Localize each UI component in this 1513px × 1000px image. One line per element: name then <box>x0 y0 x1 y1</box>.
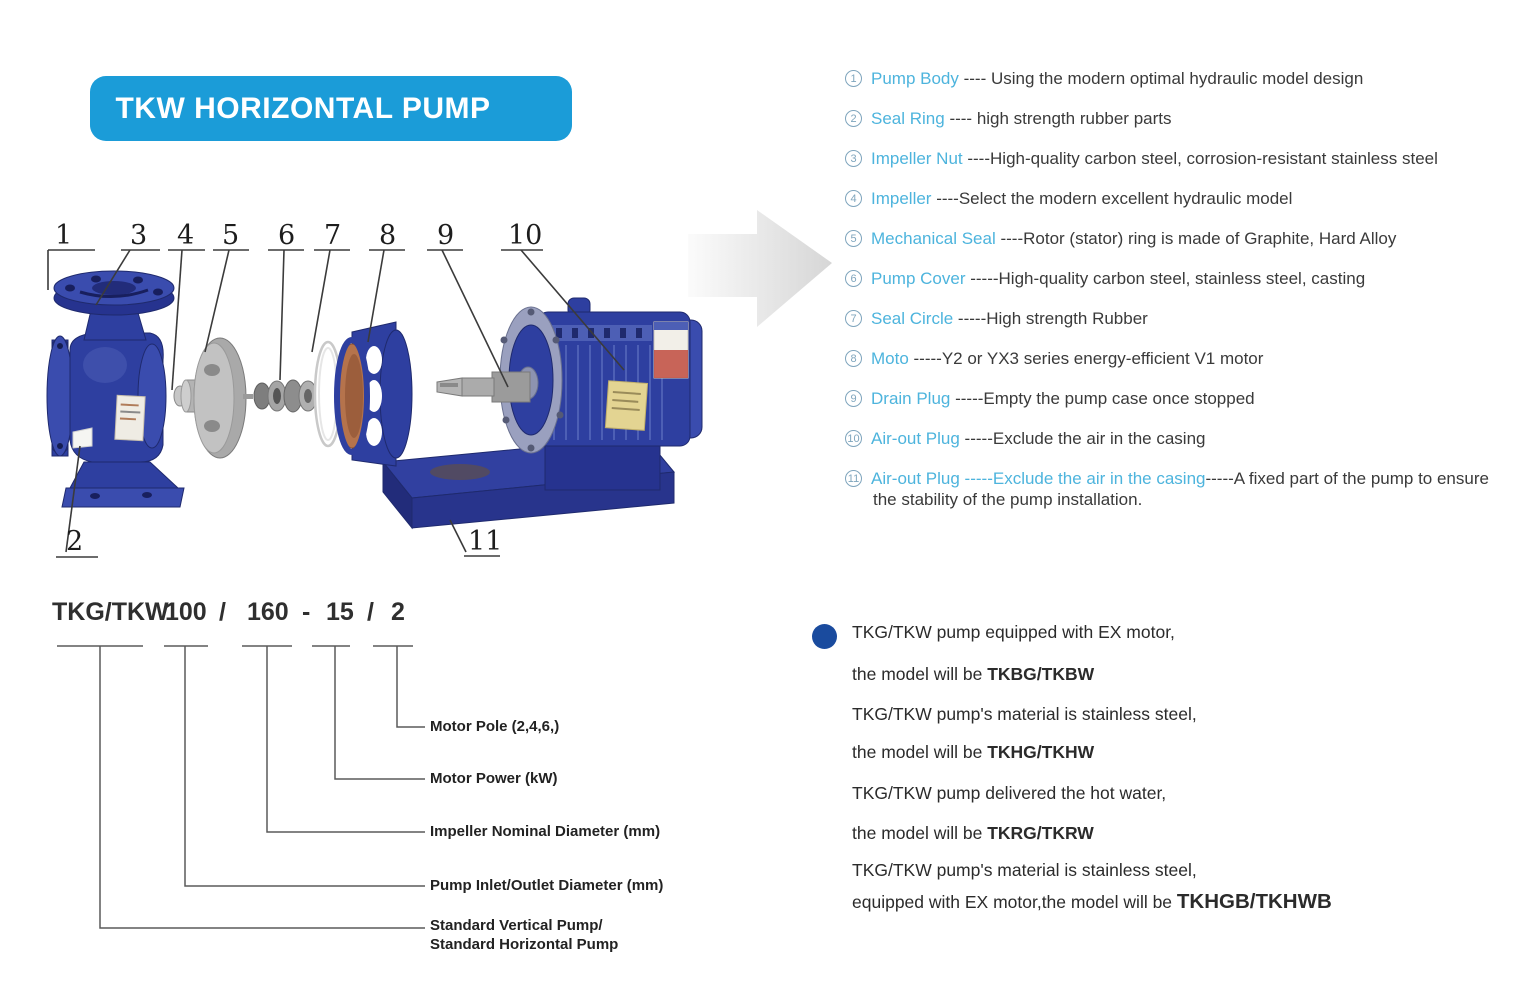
note-model-code: TKBG/TKBW <box>987 664 1095 684</box>
callout-9: 9 <box>437 220 455 251</box>
model-family: TKG/TKW <box>52 598 169 626</box>
pump-exploded-diagram <box>0 200 840 580</box>
part-item <box>845 308 1513 329</box>
part-item <box>845 468 1513 510</box>
note-text: the model will be <box>852 664 988 684</box>
part-separator: ---- <box>995 229 1024 248</box>
part-description: Empty the pump case once stopped <box>983 389 1255 408</box>
motor-nameplate <box>605 381 647 431</box>
part-name: Seal Ring <box>871 109 945 128</box>
part-description: Y2 or YX3 series energy-efficient V1 motor <box>941 349 1264 368</box>
model-code-connector-lines <box>50 598 730 958</box>
part-number-badge: 2 <box>845 110 862 127</box>
page-title: TKW HORIZONTAL PUMP <box>115 91 491 125</box>
callout-7: 7 <box>324 220 342 251</box>
note-model-prefix: TKG/TKW <box>852 783 932 803</box>
note-line <box>852 742 1094 763</box>
model-variant-notes <box>812 616 1502 946</box>
part-number-badge: 7 <box>845 310 862 327</box>
model-code-breakdown <box>50 598 740 968</box>
part-name: Mechanical Seal <box>871 229 996 248</box>
part-description: Select the modern excellent hydraulic model <box>958 189 1293 208</box>
part-item <box>845 268 1513 289</box>
part-name: Moto <box>871 349 909 368</box>
callout-1: 1 <box>55 220 73 251</box>
part-item <box>845 188 1513 209</box>
model-impeller-size: 160 <box>247 598 289 626</box>
model-inlet-size: 100 <box>165 598 207 626</box>
part-separator: ----- <box>959 429 993 448</box>
part-separator: ---- <box>962 149 991 168</box>
callout-5: 5 <box>222 220 240 251</box>
note-model-prefix: TKG/TKW <box>852 704 932 724</box>
bullet-icon <box>812 624 837 649</box>
pump-body <box>47 271 184 507</box>
part-number-badge: 5 <box>845 230 862 247</box>
note-text: pump delivered the hot water, <box>931 783 1167 803</box>
model-sep-1: / <box>219 598 226 626</box>
part-separator: ---- <box>931 189 959 208</box>
part-description: high strength rubber parts <box>976 109 1172 128</box>
part-name: Pump Body <box>871 69 959 88</box>
callout-11: 11 <box>468 526 503 557</box>
note-line <box>852 664 1094 685</box>
part-number-badge: 11 <box>845 470 862 487</box>
part-number-badge: 9 <box>845 390 862 407</box>
part-name: Pump Cover <box>871 269 966 288</box>
part-item <box>845 228 1513 249</box>
callout-10: 10 <box>508 220 543 251</box>
part-description: -----A fixed part of the pump to ensure the stability of the pump installation. <box>873 469 1489 509</box>
note-line <box>852 860 1197 881</box>
model-sep-2: - <box>302 598 311 626</box>
part-number-badge: 8 <box>845 350 862 367</box>
note-line <box>852 823 1094 844</box>
part-item <box>845 428 1513 449</box>
mechanical-seal-parts <box>254 380 317 412</box>
label-pump-type-line1: Standard Vertical Pump/ <box>430 917 603 934</box>
part-number-badge: 6 <box>845 270 862 287</box>
part-name: Drain Plug <box>871 389 951 408</box>
label-inlet-outlet-diameter: Pump Inlet/Outlet Diameter (mm) <box>430 877 664 894</box>
part-item <box>845 68 1513 89</box>
note-text: the model will be <box>852 742 988 762</box>
part-number-badge: 10 <box>845 430 862 447</box>
note-model-code: TKHGB/TKHWB <box>1176 890 1332 913</box>
label-pump-type <box>430 916 618 954</box>
label-motor-power: Motor Power (kW) <box>430 770 558 787</box>
part-number-badge: 1 <box>845 70 862 87</box>
title-banner <box>90 76 572 141</box>
note-text: the model will be <box>852 823 988 843</box>
part-name: Air-out Plug <box>871 469 960 488</box>
note-text: pump equipped with EX motor, <box>931 622 1175 642</box>
part-separator: ----- <box>908 349 942 368</box>
callout-3: 3 <box>130 220 148 251</box>
note-line <box>852 622 1175 643</box>
model-power: 15 <box>326 598 354 626</box>
pump-cover <box>337 322 412 466</box>
part-description: High-quality carbon steel, corrosion-resistant stainless steel <box>990 149 1438 168</box>
label-impeller-diameter: Impeller Nominal Diameter (mm) <box>430 823 661 840</box>
label-pump-type-line2: Standard Horizontal Pump <box>430 936 619 953</box>
part-name: Impeller Nut <box>871 149 963 168</box>
model-pole: 2 <box>391 598 405 626</box>
pump-label <box>115 395 145 440</box>
callout-6: 6 <box>278 220 296 251</box>
part-name: Air-out Plug <box>871 429 960 448</box>
part-item <box>845 388 1513 409</box>
part-name: Seal Circle <box>871 309 954 328</box>
note-line <box>852 783 1166 804</box>
part-description: High-quality carbon steel, stainless steel, casting <box>998 269 1366 288</box>
model-sep-3: / <box>367 598 374 626</box>
part-separator: ----- <box>950 389 984 408</box>
part-description: Using the modern optimal hydraulic model design <box>990 69 1364 88</box>
note-model-code: TKHG/TKHW <box>987 742 1095 762</box>
part-separator: ----- <box>953 309 987 328</box>
note-line <box>852 704 1197 725</box>
note-model-prefix: TKG/TKW <box>852 622 932 642</box>
flow-arrow-icon <box>688 210 832 327</box>
part-number-badge: 4 <box>845 190 862 207</box>
part-description: Rotor (stator) ring is made of Graphite, Hard Alloy <box>1023 229 1397 248</box>
motor-cert-label <box>654 322 688 378</box>
callout-4: 4 <box>177 220 195 251</box>
part-description: Exclude the air in the casing <box>992 429 1206 448</box>
part-item <box>845 148 1513 169</box>
note-model-prefix: TKG/TKW <box>852 860 932 880</box>
motor-shaft <box>437 372 530 402</box>
part-description: High strength Rubber <box>986 309 1148 328</box>
part-item <box>845 348 1513 369</box>
note-text: equipped with EX motor,the model will be <box>852 892 1177 912</box>
part-name: Impeller <box>871 189 932 208</box>
note-model-code: TKRG/TKRW <box>987 823 1094 843</box>
part-number-badge: 3 <box>845 150 862 167</box>
impeller <box>174 338 253 458</box>
part-separator: ---- <box>958 69 991 88</box>
part-separator: ---- <box>944 109 977 128</box>
note-text: pump's material is stainless steel, <box>931 860 1197 880</box>
part-separator: ----- <box>965 269 999 288</box>
parts-list <box>845 68 1513 529</box>
note-line <box>852 890 1332 914</box>
callout-8: 8 <box>379 220 397 251</box>
label-motor-pole: Motor Pole (2,4,6,) <box>430 718 560 735</box>
part-item <box>845 108 1513 129</box>
note-text: pump's material is stainless steel, <box>931 704 1197 724</box>
callout-2: 2 <box>66 526 84 557</box>
part-desc-highlight: -----Exclude the air in the casing <box>959 469 1206 488</box>
